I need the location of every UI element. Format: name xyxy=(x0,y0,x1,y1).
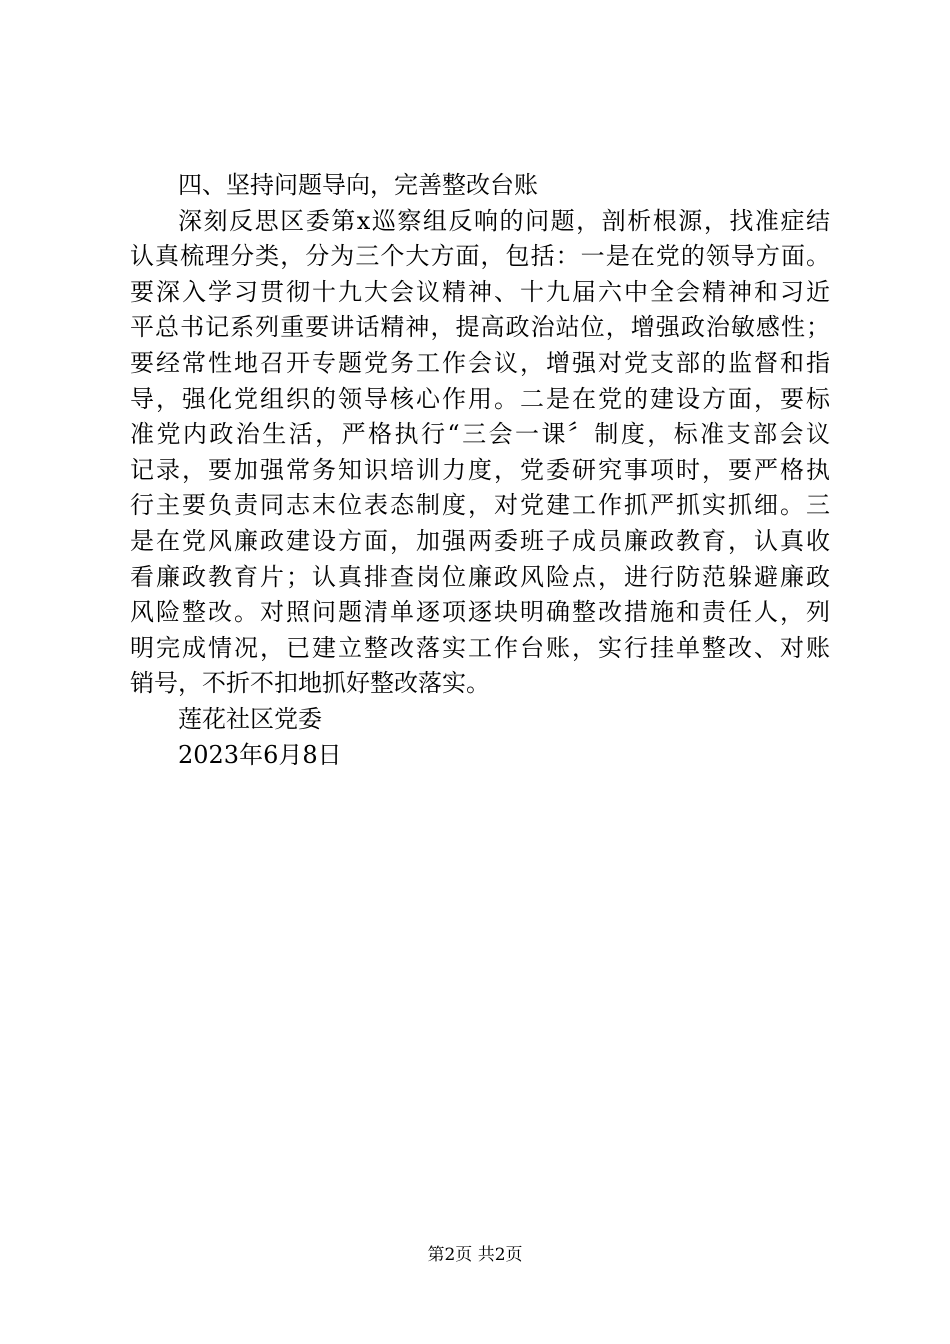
paragraph-line: 认真梳理分类，分为三个大方面，包括：一是在党的领导方面。 xyxy=(130,242,830,271)
paragraph-line: 看廉政教育片；认真排查岗位廉政风险点，进行防范躲避廉政 xyxy=(130,562,830,591)
paragraph-line: 要深入学习贯彻十九大会议精神、十九届六中全会精神和习近 xyxy=(130,277,830,306)
paragraph-line: 记录，要加强常务知识培训力度，党委研究事项时，要严格执 xyxy=(130,455,830,484)
section-heading: 四、坚持问题导向，完善整改台账 xyxy=(178,171,538,199)
paragraph-line: 行主要负责同志末位表态制度，对党建工作抓严抓实抓细。三 xyxy=(130,491,830,520)
document-body xyxy=(130,168,830,773)
page-number-footer: 第2页 共2页 xyxy=(427,1245,523,1265)
paragraph-line: 要经常性地召开专题党务工作会议，增强对党支部的监督和指 xyxy=(130,348,830,377)
paragraph-line: 明完成情况，已建立整改落实工作台账，实行挂单整改、对账 xyxy=(130,633,830,662)
paragraph-line: 是在党风廉政建设方面，加强两委班子成员廉政教育，认真收 xyxy=(130,526,830,555)
paragraph-line: 准党内政治生活，严格执行“三会一课〞制度，标准支部会议 xyxy=(130,420,830,449)
paragraph-line: 平总书记系列重要讲话精神，提高政治站位，增强政治敏感性； xyxy=(130,313,830,342)
paragraph-line: 风险整改。对照问题清单逐项逐块明确整改措施和责任人，列 xyxy=(130,598,830,627)
signature-organization: 莲花社区党委 xyxy=(178,704,322,733)
paragraph-line: 深刻反思区委第x巡察组反响的问题，剖析根源，找准症结 xyxy=(178,206,830,235)
paragraph-line: 导，强化党组织的领导核心作用。二是在党的建设方面，要标 xyxy=(130,384,830,413)
body-paragraph xyxy=(130,204,830,702)
paragraph-line: 销号，不折不扣地抓好整改落实。 xyxy=(130,669,490,698)
signature-date: 2023年6月8日 xyxy=(178,740,342,769)
